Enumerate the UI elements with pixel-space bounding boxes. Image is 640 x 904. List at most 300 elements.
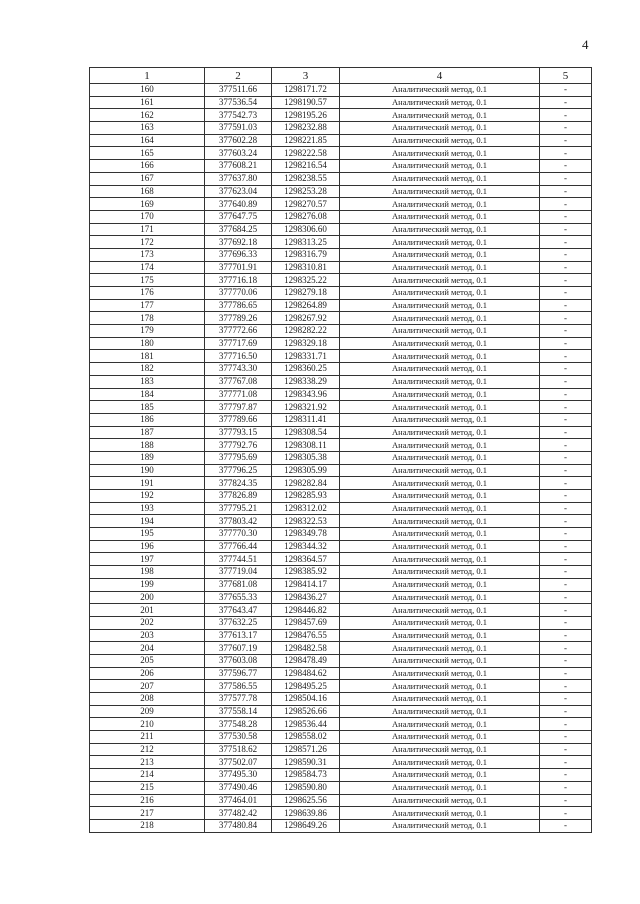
y-coordinate-cell: 1298306.60 bbox=[272, 223, 340, 236]
point-number-cell: 173 bbox=[90, 248, 205, 261]
point-number-cell: 195 bbox=[90, 528, 205, 541]
point-number-cell: 214 bbox=[90, 769, 205, 782]
y-coordinate-cell: 1298478.49 bbox=[272, 654, 340, 667]
table-row bbox=[90, 261, 592, 274]
x-coordinate-cell: 377623.04 bbox=[205, 185, 272, 198]
point-number-cell: 188 bbox=[90, 439, 205, 452]
method-cell: Аналитический метод, 0.1 bbox=[340, 363, 540, 376]
table-row bbox=[90, 210, 592, 223]
note-cell: - bbox=[540, 756, 592, 769]
note-cell: - bbox=[540, 553, 592, 566]
table-row bbox=[90, 743, 592, 756]
method-cell: Аналитический метод, 0.1 bbox=[340, 781, 540, 794]
x-coordinate-cell: 377655.33 bbox=[205, 591, 272, 604]
table-row bbox=[90, 578, 592, 591]
x-coordinate-cell: 377643.47 bbox=[205, 604, 272, 617]
method-cell: Аналитический метод, 0.1 bbox=[340, 96, 540, 109]
table-row bbox=[90, 781, 592, 794]
y-coordinate-cell: 1298338.29 bbox=[272, 375, 340, 388]
y-coordinate-cell: 1298305.38 bbox=[272, 451, 340, 464]
note-cell: - bbox=[540, 388, 592, 401]
table-row bbox=[90, 375, 592, 388]
x-coordinate-cell: 377826.89 bbox=[205, 490, 272, 503]
header-row bbox=[90, 68, 592, 84]
method-cell: Аналитический метод, 0.1 bbox=[340, 299, 540, 312]
y-coordinate-cell: 1298476.55 bbox=[272, 629, 340, 642]
method-cell: Аналитический метод, 0.1 bbox=[340, 769, 540, 782]
y-coordinate-cell: 1298343.96 bbox=[272, 388, 340, 401]
x-coordinate-cell: 377770.06 bbox=[205, 287, 272, 300]
method-cell: Аналитический метод, 0.1 bbox=[340, 819, 540, 832]
method-cell: Аналитический метод, 0.1 bbox=[340, 325, 540, 338]
point-number-cell: 196 bbox=[90, 540, 205, 553]
table-row bbox=[90, 84, 592, 97]
note-cell: - bbox=[540, 566, 592, 579]
x-coordinate-cell: 377637.80 bbox=[205, 172, 272, 185]
point-number-cell: 203 bbox=[90, 629, 205, 642]
method-cell: Аналитический метод, 0.1 bbox=[340, 413, 540, 426]
point-number-cell: 199 bbox=[90, 578, 205, 591]
x-coordinate-cell: 377719.04 bbox=[205, 566, 272, 579]
table-body bbox=[90, 84, 592, 833]
note-cell: - bbox=[540, 629, 592, 642]
table-row bbox=[90, 172, 592, 185]
y-coordinate-cell: 1298195.26 bbox=[272, 109, 340, 122]
point-number-cell: 169 bbox=[90, 198, 205, 211]
x-coordinate-cell: 377586.55 bbox=[205, 680, 272, 693]
point-number-cell: 176 bbox=[90, 287, 205, 300]
point-number-cell: 180 bbox=[90, 337, 205, 350]
point-number-cell: 205 bbox=[90, 654, 205, 667]
point-number-cell: 166 bbox=[90, 160, 205, 173]
note-cell: - bbox=[540, 451, 592, 464]
y-coordinate-cell: 1298190.57 bbox=[272, 96, 340, 109]
note-cell: - bbox=[540, 160, 592, 173]
note-cell: - bbox=[540, 122, 592, 135]
note-cell: - bbox=[540, 439, 592, 452]
y-coordinate-cell: 1298590.80 bbox=[272, 781, 340, 794]
method-cell: Аналитический метод, 0.1 bbox=[340, 731, 540, 744]
point-number-cell: 165 bbox=[90, 147, 205, 160]
x-coordinate-cell: 377681.08 bbox=[205, 578, 272, 591]
x-coordinate-cell: 377701.91 bbox=[205, 261, 272, 274]
point-number-cell: 167 bbox=[90, 172, 205, 185]
point-number-cell: 179 bbox=[90, 325, 205, 338]
note-cell: - bbox=[540, 578, 592, 591]
y-coordinate-cell: 1298329.18 bbox=[272, 337, 340, 350]
point-number-cell: 184 bbox=[90, 388, 205, 401]
note-cell: - bbox=[540, 287, 592, 300]
x-coordinate-cell: 377603.24 bbox=[205, 147, 272, 160]
y-coordinate-cell: 1298325.22 bbox=[272, 274, 340, 287]
method-cell: Аналитический метод, 0.1 bbox=[340, 147, 540, 160]
table-row bbox=[90, 718, 592, 731]
table-row bbox=[90, 451, 592, 464]
point-number-cell: 211 bbox=[90, 731, 205, 744]
note-cell: - bbox=[540, 325, 592, 338]
y-coordinate-cell: 1298282.84 bbox=[272, 477, 340, 490]
method-cell: Аналитический метод, 0.1 bbox=[340, 642, 540, 655]
header-col-2: 2 bbox=[205, 68, 272, 84]
table-row bbox=[90, 439, 592, 452]
table-row bbox=[90, 363, 592, 376]
method-cell: Аналитический метод, 0.1 bbox=[340, 654, 540, 667]
table-row bbox=[90, 680, 592, 693]
point-number-cell: 191 bbox=[90, 477, 205, 490]
table-row bbox=[90, 693, 592, 706]
x-coordinate-cell: 377803.42 bbox=[205, 515, 272, 528]
note-cell: - bbox=[540, 274, 592, 287]
point-number-cell: 186 bbox=[90, 413, 205, 426]
note-cell: - bbox=[540, 794, 592, 807]
table-row bbox=[90, 236, 592, 249]
note-cell: - bbox=[540, 84, 592, 97]
y-coordinate-cell: 1298253.28 bbox=[272, 185, 340, 198]
point-number-cell: 210 bbox=[90, 718, 205, 731]
note-cell: - bbox=[540, 807, 592, 820]
x-coordinate-cell: 377613.17 bbox=[205, 629, 272, 642]
method-cell: Аналитический метод, 0.1 bbox=[340, 236, 540, 249]
x-coordinate-cell: 377696.33 bbox=[205, 248, 272, 261]
method-cell: Аналитический метод, 0.1 bbox=[340, 223, 540, 236]
point-number-cell: 181 bbox=[90, 350, 205, 363]
method-cell: Аналитический метод, 0.1 bbox=[340, 477, 540, 490]
point-number-cell: 185 bbox=[90, 401, 205, 414]
note-cell: - bbox=[540, 337, 592, 350]
y-coordinate-cell: 1298216.54 bbox=[272, 160, 340, 173]
note-cell: - bbox=[540, 667, 592, 680]
x-coordinate-cell: 377766.44 bbox=[205, 540, 272, 553]
table-row bbox=[90, 477, 592, 490]
header-col-5: 5 bbox=[540, 68, 592, 84]
y-coordinate-cell: 1298446.82 bbox=[272, 604, 340, 617]
point-number-cell: 170 bbox=[90, 210, 205, 223]
method-cell: Аналитический метод, 0.1 bbox=[340, 134, 540, 147]
table-row bbox=[90, 731, 592, 744]
point-number-cell: 212 bbox=[90, 743, 205, 756]
table-row bbox=[90, 705, 592, 718]
y-coordinate-cell: 1298282.22 bbox=[272, 325, 340, 338]
note-cell: - bbox=[540, 528, 592, 541]
y-coordinate-cell: 1298360.25 bbox=[272, 363, 340, 376]
y-coordinate-cell: 1298590.31 bbox=[272, 756, 340, 769]
x-coordinate-cell: 377647.75 bbox=[205, 210, 272, 223]
note-cell: - bbox=[540, 185, 592, 198]
note-cell: - bbox=[540, 477, 592, 490]
method-cell: Аналитический метод, 0.1 bbox=[340, 604, 540, 617]
x-coordinate-cell: 377558.14 bbox=[205, 705, 272, 718]
method-cell: Аналитический метод, 0.1 bbox=[340, 388, 540, 401]
point-number-cell: 200 bbox=[90, 591, 205, 604]
header-col-3: 3 bbox=[272, 68, 340, 84]
note-cell: - bbox=[540, 502, 592, 515]
point-number-cell: 168 bbox=[90, 185, 205, 198]
x-coordinate-cell: 377716.18 bbox=[205, 274, 272, 287]
note-cell: - bbox=[540, 591, 592, 604]
point-number-cell: 190 bbox=[90, 464, 205, 477]
point-number-cell: 183 bbox=[90, 375, 205, 388]
y-coordinate-cell: 1298482.58 bbox=[272, 642, 340, 655]
y-coordinate-cell: 1298308.11 bbox=[272, 439, 340, 452]
table-row bbox=[90, 540, 592, 553]
note-cell: - bbox=[540, 248, 592, 261]
note-cell: - bbox=[540, 350, 592, 363]
method-cell: Аналитический метод, 0.1 bbox=[340, 553, 540, 566]
point-number-cell: 178 bbox=[90, 312, 205, 325]
coordinates-table bbox=[89, 67, 592, 833]
x-coordinate-cell: 377502.07 bbox=[205, 756, 272, 769]
table-row bbox=[90, 528, 592, 541]
x-coordinate-cell: 377608.21 bbox=[205, 160, 272, 173]
method-cell: Аналитический метод, 0.1 bbox=[340, 464, 540, 477]
method-cell: Аналитический метод, 0.1 bbox=[340, 451, 540, 464]
x-coordinate-cell: 377797.87 bbox=[205, 401, 272, 414]
method-cell: Аналитический метод, 0.1 bbox=[340, 350, 540, 363]
point-number-cell: 209 bbox=[90, 705, 205, 718]
note-cell: - bbox=[540, 604, 592, 617]
point-number-cell: 160 bbox=[90, 84, 205, 97]
method-cell: Аналитический метод, 0.1 bbox=[340, 667, 540, 680]
x-coordinate-cell: 377607.19 bbox=[205, 642, 272, 655]
y-coordinate-cell: 1298311.41 bbox=[272, 413, 340, 426]
point-number-cell: 218 bbox=[90, 819, 205, 832]
y-coordinate-cell: 1298558.02 bbox=[272, 731, 340, 744]
method-cell: Аналитический метод, 0.1 bbox=[340, 680, 540, 693]
table-header bbox=[90, 68, 592, 84]
note-cell: - bbox=[540, 490, 592, 503]
y-coordinate-cell: 1298331.71 bbox=[272, 350, 340, 363]
table-row bbox=[90, 223, 592, 236]
point-number-cell: 182 bbox=[90, 363, 205, 376]
table-row bbox=[90, 248, 592, 261]
table-row bbox=[90, 629, 592, 642]
point-number-cell: 171 bbox=[90, 223, 205, 236]
x-coordinate-cell: 377795.21 bbox=[205, 502, 272, 515]
note-cell: - bbox=[540, 769, 592, 782]
point-number-cell: 204 bbox=[90, 642, 205, 655]
method-cell: Аналитический метод, 0.1 bbox=[340, 287, 540, 300]
method-cell: Аналитический метод, 0.1 bbox=[340, 591, 540, 604]
table-row bbox=[90, 667, 592, 680]
x-coordinate-cell: 377632.25 bbox=[205, 616, 272, 629]
x-coordinate-cell: 377743.30 bbox=[205, 363, 272, 376]
table-row bbox=[90, 312, 592, 325]
point-number-cell: 215 bbox=[90, 781, 205, 794]
point-number-cell: 202 bbox=[90, 616, 205, 629]
y-coordinate-cell: 1298276.08 bbox=[272, 210, 340, 223]
method-cell: Аналитический метод, 0.1 bbox=[340, 502, 540, 515]
y-coordinate-cell: 1298267.92 bbox=[272, 312, 340, 325]
x-coordinate-cell: 377482.42 bbox=[205, 807, 272, 820]
method-cell: Аналитический метод, 0.1 bbox=[340, 375, 540, 388]
table-row bbox=[90, 160, 592, 173]
point-number-cell: 216 bbox=[90, 794, 205, 807]
table-row bbox=[90, 769, 592, 782]
y-coordinate-cell: 1298312.02 bbox=[272, 502, 340, 515]
table-row bbox=[90, 642, 592, 655]
point-number-cell: 162 bbox=[90, 109, 205, 122]
method-cell: Аналитический метод, 0.1 bbox=[340, 401, 540, 414]
point-number-cell: 164 bbox=[90, 134, 205, 147]
y-coordinate-cell: 1298316.79 bbox=[272, 248, 340, 261]
method-cell: Аналитический метод, 0.1 bbox=[340, 312, 540, 325]
note-cell: - bbox=[540, 743, 592, 756]
y-coordinate-cell: 1298457.69 bbox=[272, 616, 340, 629]
note-cell: - bbox=[540, 616, 592, 629]
note-cell: - bbox=[540, 172, 592, 185]
y-coordinate-cell: 1298222.58 bbox=[272, 147, 340, 160]
note-cell: - bbox=[540, 680, 592, 693]
note-cell: - bbox=[540, 819, 592, 832]
method-cell: Аналитический метод, 0.1 bbox=[340, 794, 540, 807]
note-cell: - bbox=[540, 718, 592, 731]
method-cell: Аналитический метод, 0.1 bbox=[340, 705, 540, 718]
point-number-cell: 201 bbox=[90, 604, 205, 617]
method-cell: Аналитический метод, 0.1 bbox=[340, 426, 540, 439]
y-coordinate-cell: 1298495.25 bbox=[272, 680, 340, 693]
y-coordinate-cell: 1298264.89 bbox=[272, 299, 340, 312]
y-coordinate-cell: 1298322.53 bbox=[272, 515, 340, 528]
y-coordinate-cell: 1298639.86 bbox=[272, 807, 340, 820]
x-coordinate-cell: 377684.25 bbox=[205, 223, 272, 236]
method-cell: Аналитический метод, 0.1 bbox=[340, 490, 540, 503]
table-row bbox=[90, 515, 592, 528]
method-cell: Аналитический метод, 0.1 bbox=[340, 515, 540, 528]
note-cell: - bbox=[540, 693, 592, 706]
x-coordinate-cell: 377518.62 bbox=[205, 743, 272, 756]
y-coordinate-cell: 1298536.44 bbox=[272, 718, 340, 731]
y-coordinate-cell: 1298414.17 bbox=[272, 578, 340, 591]
method-cell: Аналитический метод, 0.1 bbox=[340, 198, 540, 211]
y-coordinate-cell: 1298308.54 bbox=[272, 426, 340, 439]
table-row bbox=[90, 654, 592, 667]
x-coordinate-cell: 377824.35 bbox=[205, 477, 272, 490]
point-number-cell: 198 bbox=[90, 566, 205, 579]
x-coordinate-cell: 377770.30 bbox=[205, 528, 272, 541]
y-coordinate-cell: 1298625.56 bbox=[272, 794, 340, 807]
x-coordinate-cell: 377530.58 bbox=[205, 731, 272, 744]
x-coordinate-cell: 377789.66 bbox=[205, 413, 272, 426]
header-col-4: 4 bbox=[340, 68, 540, 84]
x-coordinate-cell: 377490.46 bbox=[205, 781, 272, 794]
table-row bbox=[90, 299, 592, 312]
x-coordinate-cell: 377767.08 bbox=[205, 375, 272, 388]
x-coordinate-cell: 377786.65 bbox=[205, 299, 272, 312]
x-coordinate-cell: 377548.28 bbox=[205, 718, 272, 731]
table-row bbox=[90, 401, 592, 414]
x-coordinate-cell: 377717.69 bbox=[205, 337, 272, 350]
note-cell: - bbox=[540, 363, 592, 376]
method-cell: Аналитический метод, 0.1 bbox=[340, 693, 540, 706]
note-cell: - bbox=[540, 375, 592, 388]
y-coordinate-cell: 1298270.57 bbox=[272, 198, 340, 211]
y-coordinate-cell: 1298649.26 bbox=[272, 819, 340, 832]
x-coordinate-cell: 377495.30 bbox=[205, 769, 272, 782]
method-cell: Аналитический метод, 0.1 bbox=[340, 248, 540, 261]
x-coordinate-cell: 377795.69 bbox=[205, 451, 272, 464]
point-number-cell: 194 bbox=[90, 515, 205, 528]
method-cell: Аналитический метод, 0.1 bbox=[340, 578, 540, 591]
table-row bbox=[90, 807, 592, 820]
note-cell: - bbox=[540, 515, 592, 528]
y-coordinate-cell: 1298385.92 bbox=[272, 566, 340, 579]
method-cell: Аналитический метод, 0.1 bbox=[340, 84, 540, 97]
table-row bbox=[90, 325, 592, 338]
x-coordinate-cell: 377640.89 bbox=[205, 198, 272, 211]
table-row bbox=[90, 96, 592, 109]
x-coordinate-cell: 377793.15 bbox=[205, 426, 272, 439]
x-coordinate-cell: 377796.25 bbox=[205, 464, 272, 477]
point-number-cell: 197 bbox=[90, 553, 205, 566]
method-cell: Аналитический метод, 0.1 bbox=[340, 337, 540, 350]
note-cell: - bbox=[540, 210, 592, 223]
note-cell: - bbox=[540, 642, 592, 655]
y-coordinate-cell: 1298364.57 bbox=[272, 553, 340, 566]
y-coordinate-cell: 1298285.93 bbox=[272, 490, 340, 503]
method-cell: Аналитический метод, 0.1 bbox=[340, 629, 540, 642]
note-cell: - bbox=[540, 147, 592, 160]
table-row bbox=[90, 350, 592, 363]
note-cell: - bbox=[540, 413, 592, 426]
x-coordinate-cell: 377792.76 bbox=[205, 439, 272, 452]
table-row bbox=[90, 274, 592, 287]
x-coordinate-cell: 377602.28 bbox=[205, 134, 272, 147]
point-number-cell: 174 bbox=[90, 261, 205, 274]
method-cell: Аналитический метод, 0.1 bbox=[340, 540, 540, 553]
table-row bbox=[90, 566, 592, 579]
point-number-cell: 163 bbox=[90, 122, 205, 135]
table-row bbox=[90, 604, 592, 617]
x-coordinate-cell: 377464.01 bbox=[205, 794, 272, 807]
table-row bbox=[90, 109, 592, 122]
method-cell: Аналитический метод, 0.1 bbox=[340, 743, 540, 756]
table-row bbox=[90, 337, 592, 350]
method-cell: Аналитический метод, 0.1 bbox=[340, 109, 540, 122]
y-coordinate-cell: 1298584.73 bbox=[272, 769, 340, 782]
y-coordinate-cell: 1298436.27 bbox=[272, 591, 340, 604]
note-cell: - bbox=[540, 198, 592, 211]
note-cell: - bbox=[540, 426, 592, 439]
note-cell: - bbox=[540, 96, 592, 109]
point-number-cell: 193 bbox=[90, 502, 205, 515]
y-coordinate-cell: 1298484.62 bbox=[272, 667, 340, 680]
method-cell: Аналитический метод, 0.1 bbox=[340, 528, 540, 541]
method-cell: Аналитический метод, 0.1 bbox=[340, 756, 540, 769]
point-number-cell: 206 bbox=[90, 667, 205, 680]
y-coordinate-cell: 1298349.78 bbox=[272, 528, 340, 541]
table-row bbox=[90, 756, 592, 769]
method-cell: Аналитический метод, 0.1 bbox=[340, 566, 540, 579]
point-number-cell: 161 bbox=[90, 96, 205, 109]
point-number-cell: 207 bbox=[90, 680, 205, 693]
table-row bbox=[90, 616, 592, 629]
table-row bbox=[90, 122, 592, 135]
point-number-cell: 187 bbox=[90, 426, 205, 439]
table-row bbox=[90, 198, 592, 211]
table-row bbox=[90, 490, 592, 503]
note-cell: - bbox=[540, 109, 592, 122]
point-number-cell: 175 bbox=[90, 274, 205, 287]
y-coordinate-cell: 1298221.85 bbox=[272, 134, 340, 147]
y-coordinate-cell: 1298232.88 bbox=[272, 122, 340, 135]
method-cell: Аналитический метод, 0.1 bbox=[340, 718, 540, 731]
table-row bbox=[90, 553, 592, 566]
y-coordinate-cell: 1298238.55 bbox=[272, 172, 340, 185]
x-coordinate-cell: 377577.78 bbox=[205, 693, 272, 706]
note-cell: - bbox=[540, 464, 592, 477]
y-coordinate-cell: 1298313.25 bbox=[272, 236, 340, 249]
page-number: 4 bbox=[582, 37, 589, 52]
